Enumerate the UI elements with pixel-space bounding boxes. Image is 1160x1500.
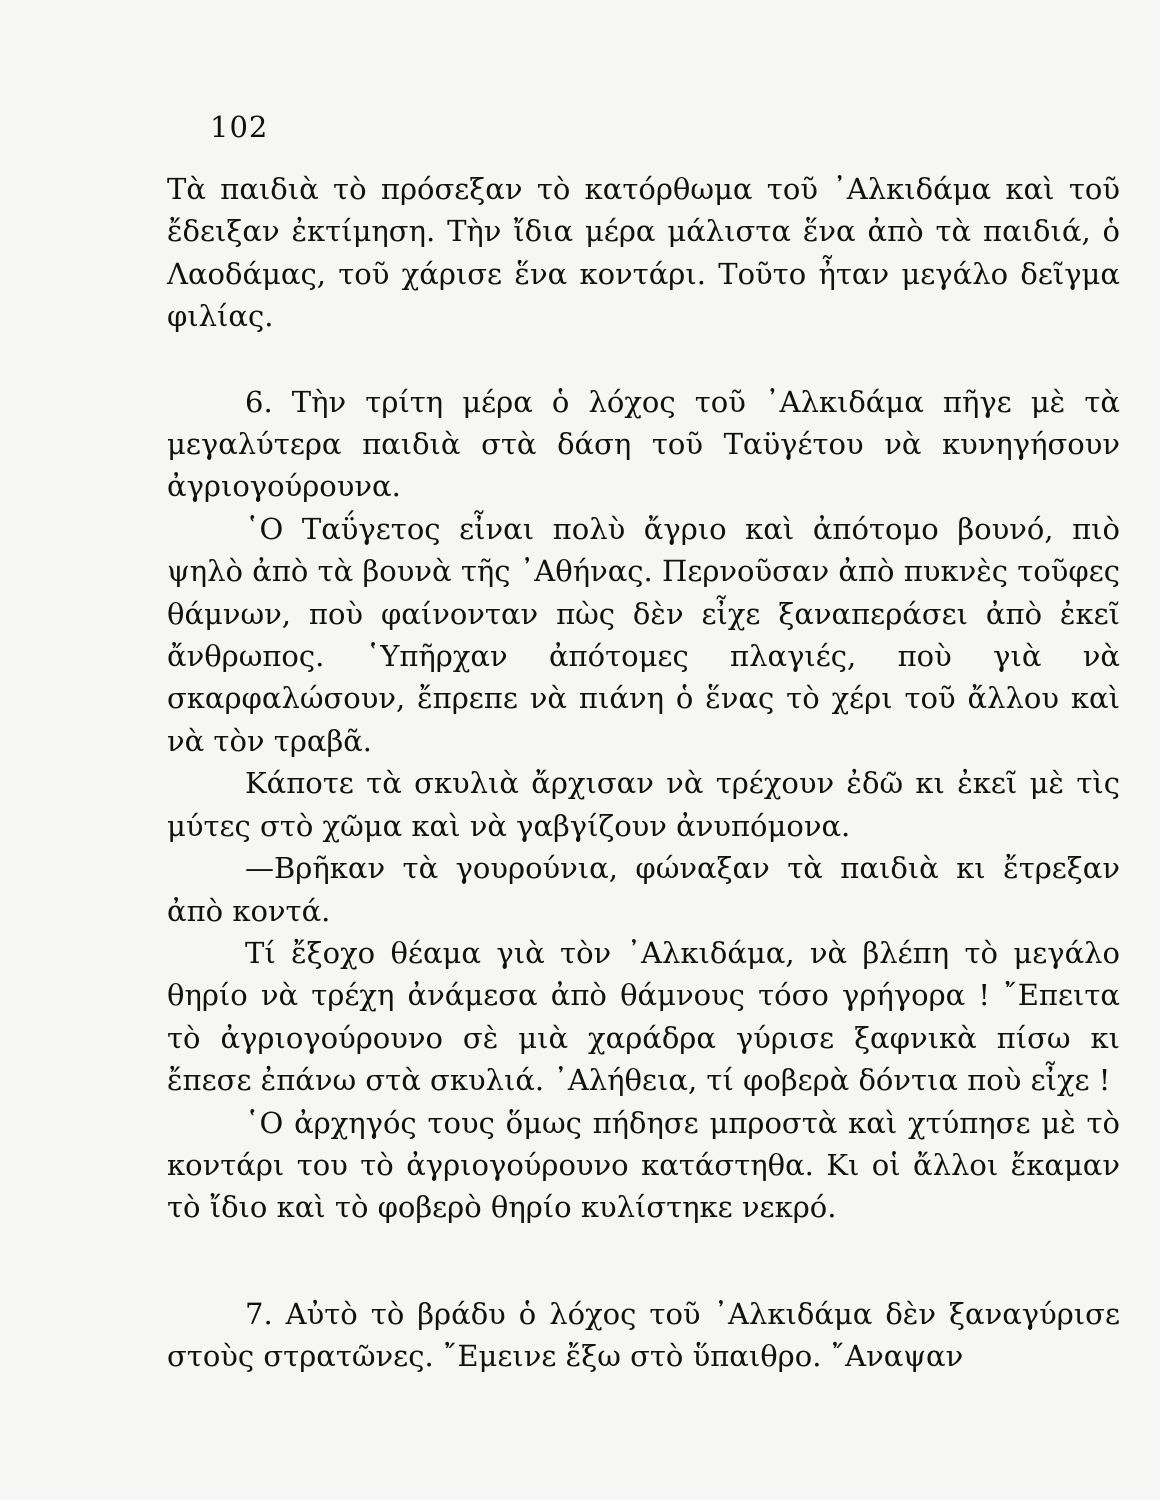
paragraph: Τὰ παιδιὰ τὸ πρόσεξαν τὸ κατόρθωμα τοῦ ᾿Αλκιδάμα καὶ τοῦ ἔδειξαν ἐκτίμηση. Τὴν ἴδια μέρα μάλιστα ἕνα ἀπὸ τὰ παιδιά, ὁ Λαοδάμας, τοῦ χάρισε ἕνα κοντάρι. Τοῦτο ἦταν μεγάλο δεῖγμα φιλίας. [167,172,1120,334]
paragraph: ῾Ο ἀρχηγός τους ὅμως πήδησε μπροστὰ καὶ χτύπησε μὲ τὸ κοντάρι του τὸ ἀγριογούρουνο κατάστηθα. Κι οἱ ἄλλοι ἔκαμαν τὸ ἴδιο καὶ τὸ φοβερὸ θηρίο κυλίστηκε νεκρό. [167,1105,1120,1225]
paragraph: ῾Ο Ταΰγετος εἶναι πολὺ ἄγριο καὶ ἀπότομο βουνό, πιὸ ψηλὸ ἀπὸ τὰ βουνὰ τῆς ᾿Αθήνας. Περνοῦσαν ἀπὸ πυκνὲς τοῦφες θάμνων, ποὺ φαίνονταν πὼς δὲν εἶχε ξαναπεράσει ἀπὸ ἐκεῖ ἄνθρωπος. ῾Υπῆρχαν ἀπότομες πλαγιές, ποὺ γιὰ νὰ σκαρφαλώσουν, ἔπρεπε νὰ πιάνη ὁ ἕνας τὸ χέρι τοῦ ἄλλου καὶ νὰ τὸν τραβᾶ. [167,511,1120,758]
paragraph-section-7: 7. Αὐτὸ τὸ βράδυ ὁ λόχος τοῦ ᾿Αλκιδάμα δὲν ξαναγύρισε στοὺς στρατῶνες. ῎Εμεινε ἔξω στὸ ὕπαιθρο. ῎Αναψαν [167,1296,1120,1374]
page-number: 102 [210,110,269,144]
body-text [167,168,1120,1378]
paragraph: Τί ἔξοχο θέαμα γιὰ τὸν ᾿Αλκιδάμα, νὰ βλέπη τὸ μεγάλο θηρίο νὰ τρέχη ἀνάμεσα ἀπὸ θάμνους τόσο γρήγορα ! ῎Επειτα τὸ ἀγριογούρουνο σὲ μιὰ χαράδρα γύρισε ξαφνικὰ πίσω κι ἔπεσε ἐπάνω στὰ σκυλιά. ᾿Αλήθεια, τί φοβερὰ δόντια ποὺ εἶχε ! [167,935,1120,1098]
dialogue-paragraph: —Βρῆκαν τὰ γουρούνια, φώναξαν τὰ παιδιὰ κι ἔτρεξαν ἀπὸ κοντά. [167,851,1120,928]
paragraph-section-6: 6. Τὴν τρίτη μέρα ὁ λόχος τοῦ ᾿Αλκιδάμα πῆγε μὲ τὰ μεγαλύτερα παιδιὰ στὰ δάση τοῦ Ταϋγέτου νὰ κυνηγήσουν ἀγριογούρουνα. [167,384,1120,504]
paragraph: Κάποτε τὰ σκυλιὰ ἄρχισαν νὰ τρέχουν ἐδῶ κι ἐκεῖ μὲ τὶς μύτες στὸ χῶμα καὶ νὰ γαβγίζουν ἀνυπόμονα. [167,766,1120,843]
